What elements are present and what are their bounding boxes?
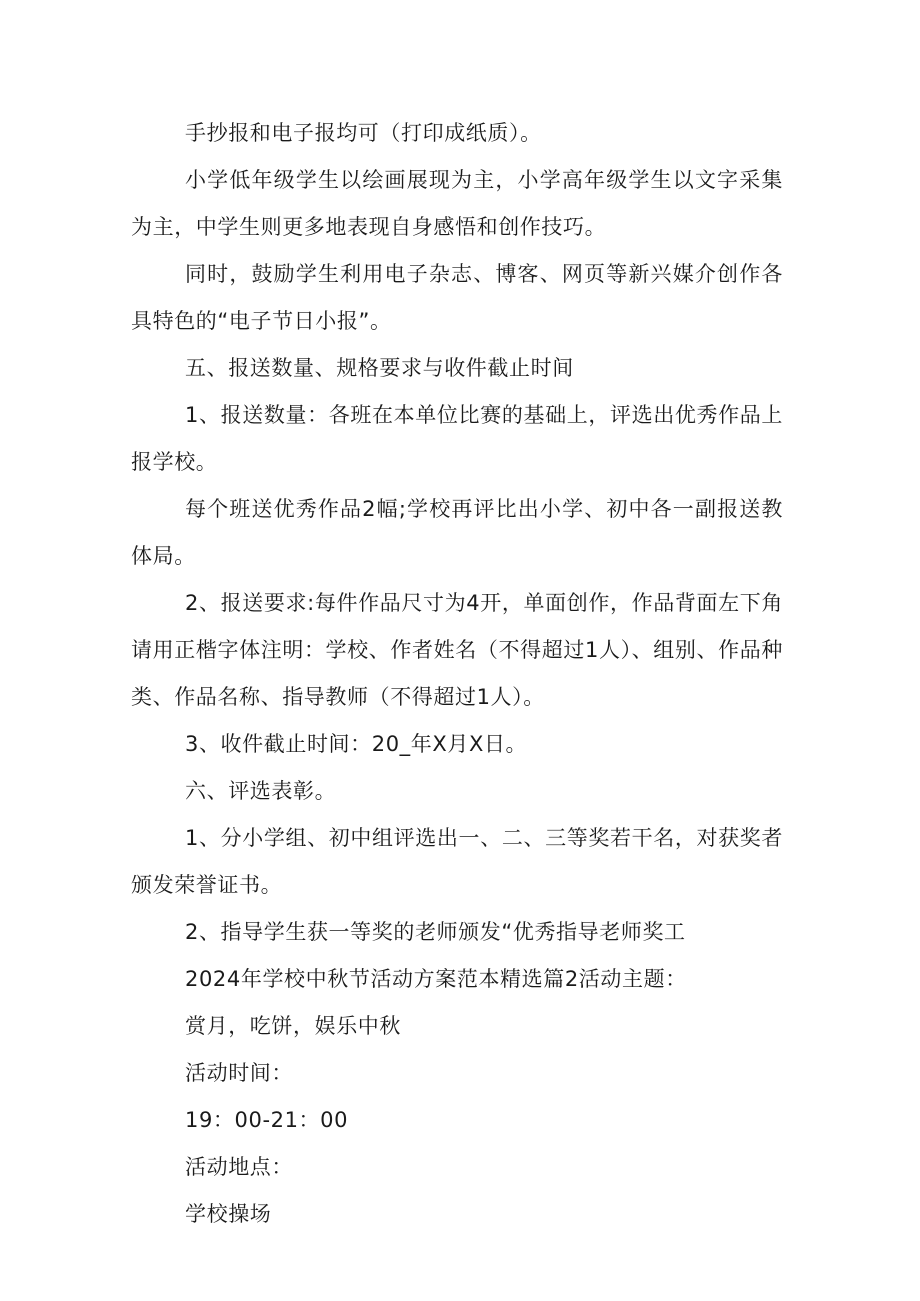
activity-time-value: 19：00-21：00 — [185, 1108, 349, 1132]
document-page — [131, 110, 783, 1238]
paragraph-grade-focus: 小学低年级学生以绘画展现为主，小学高年级学生以文字采集为主，中学生则更多地表现自身感悟和创作技巧。 — [131, 168, 783, 239]
section2-title: 2024年学校中秋节活动方案范本精选篇2活动主题： — [185, 967, 687, 991]
activity-theme: 赏月，吃饼，娱乐中秋 — [185, 1014, 401, 1038]
heading-section-6: 六、评选表彰。 — [185, 779, 337, 803]
activity-time-label: 活动时间： — [185, 1061, 293, 1085]
paragraph-awards: 1、分小学组、初中组评选出一、二、三等奖若干名，对获奖者颁发荣誉证书。 — [131, 826, 783, 897]
paragraph-deadline: 3、收件截止时间：20_年X月X日。 — [185, 732, 528, 756]
paragraph-class-submission: 每个班送优秀作品2幅;学校再评比出小学、初中各一副报送教体局。 — [131, 497, 783, 568]
paragraph-format: 手抄报和电子报均可（打印成纸质）。 — [185, 121, 542, 145]
paragraph-electronic-media: 同时，鼓励学生利用电子杂志、博客、网页等新兴媒介创作各具特色的“电子节日小报”。 — [131, 262, 783, 333]
activity-place-value: 学校操场 — [185, 1202, 272, 1226]
heading-section-5: 五、报送数量、规格要求与收件截止时间 — [185, 356, 574, 380]
activity-place-label: 活动地点： — [185, 1155, 293, 1179]
paragraph-submission-requirements: 2、报送要求:每件作品尺寸为4开，单面创作，作品背面左下角请用正楷字体注明：学校、作者姓名（不得超过1人）、组别、作品种类、作品名称、指导教师（不得超过1人）。 — [131, 591, 783, 709]
paragraph-submission-quantity: 1、报送数量：各班在本单位比赛的基础上，评选出优秀作品上报学校。 — [131, 403, 783, 474]
paragraph-teacher-award: 2、指导学生获一等奖的老师颁发“优秀指导老师奖工 — [185, 920, 686, 944]
